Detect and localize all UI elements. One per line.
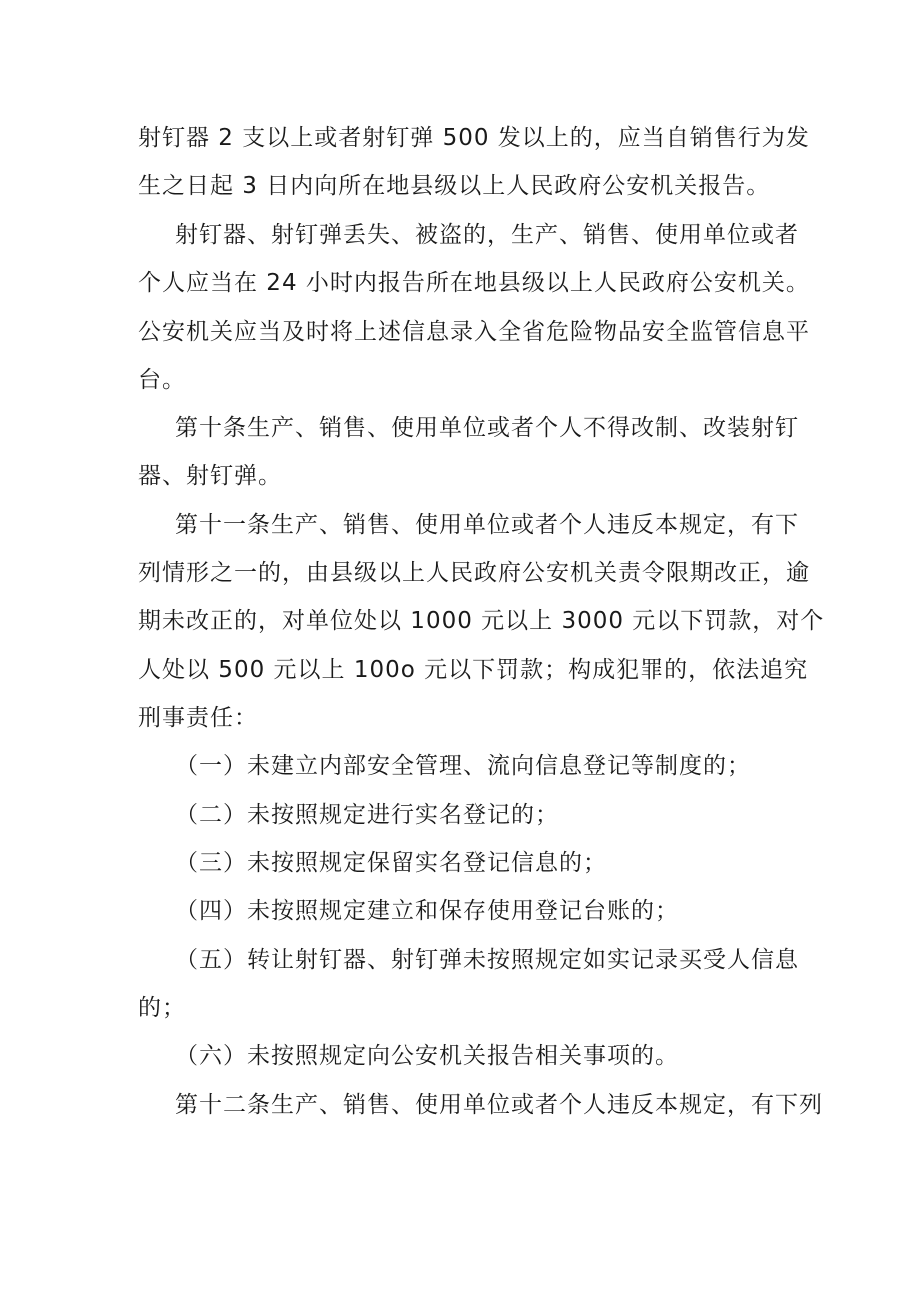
text-line: 列情形之一的，由县级以上人民政府公安机关责令限期改正，逾 [138, 560, 810, 586]
text-line: 期未改正的，对单位处以 1000 元以上 3000 元以下罚款，对个 [138, 608, 825, 634]
text-line: （三）未按照规定保留实名登记信息的； [175, 850, 607, 876]
text-line: 公安机关应当及时将上述信息录入全省危险物品安全监管信息平 [138, 319, 810, 345]
text-line: 人处以 500 元以上 100o 元以下罚款；构成犯罪的，依法追究 [138, 657, 809, 683]
text-line: 第十一条生产、销售、使用单位或者个人违反本规定，有下 [175, 512, 799, 538]
text-line: （六）未按照规定向公安机关报告相关事项的。 [175, 1043, 679, 1069]
text-line: （四）未按照规定建立和保存使用登记台账的； [175, 898, 679, 924]
text-line: 第十条生产、销售、使用单位或者个人不得改制、改装射钉 [175, 415, 799, 441]
text-line: 射钉器、射钉弹丢失、被盗的，生产、销售、使用单位或者 [175, 222, 799, 248]
text-line: （二）未按照规定进行实名登记的； [175, 802, 559, 828]
text-line: 器、射钉弹。 [138, 463, 282, 489]
text-line: 生之日起 3 日内向所在地县级以上人民政府公安机关报告。 [138, 173, 771, 199]
text-line: 的； [138, 995, 186, 1021]
text-line: 射钉器 2 支以上或者射钉弹 500 发以上的，应当自销售行为发 [138, 125, 810, 151]
text-line: 台。 [138, 367, 186, 393]
text-line: 个人应当在 24 小时内报告所在地县级以上人民政府公安机关。 [138, 270, 810, 296]
text-line: （一）未建立内部安全管理、流向信息登记等制度的； [175, 753, 751, 779]
text-line: （五）转让射钉器、射钉弹未按照规定如实记录买受人信息 [175, 947, 799, 973]
text-line: 第十二条生产、销售、使用单位或者个人违反本规定，有下列 [175, 1092, 823, 1118]
text-line: 刑事责任： [138, 705, 258, 731]
